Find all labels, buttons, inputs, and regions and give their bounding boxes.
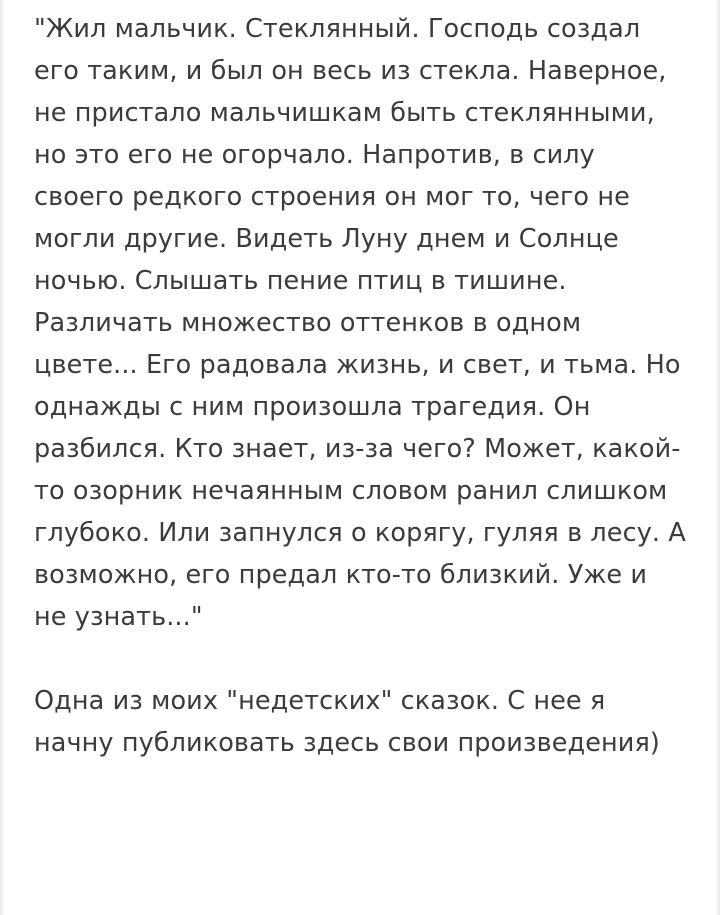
- author-note-paragraph: Одна из моих "недетских" сказок. С нее я начну публиковать здесь свои произведения): [34, 686, 660, 758]
- left-edge-strip: [0, 0, 3, 915]
- paragraph-spacer: [34, 638, 686, 680]
- story-paragraph: "Жил мальчик. Стеклянный. Господь создал его таким, и был он весь из стекла. Наверное, не пристало мальчишкам быть стеклянными, но это его не огорчало. Напротив, в силу своего редкого строения он мог то, чего не могли другие. Видеть Луну днем и Солнце ночью. Слышать пение птиц в тишине. Различать множество оттенков в одном цвете... Его радовала жизнь, и свет, и тьма. Но однажды с ним произошла трагедия. Он разбился. Кто знает, из-за чего? Может, какой-то озорник нечаянным словом ранил слишком глубоко. Или запнулся о корягу, гуляя в лесу. А возможно, его предал кто-то близкий. Уже и не узнать...": [34, 14, 695, 632]
